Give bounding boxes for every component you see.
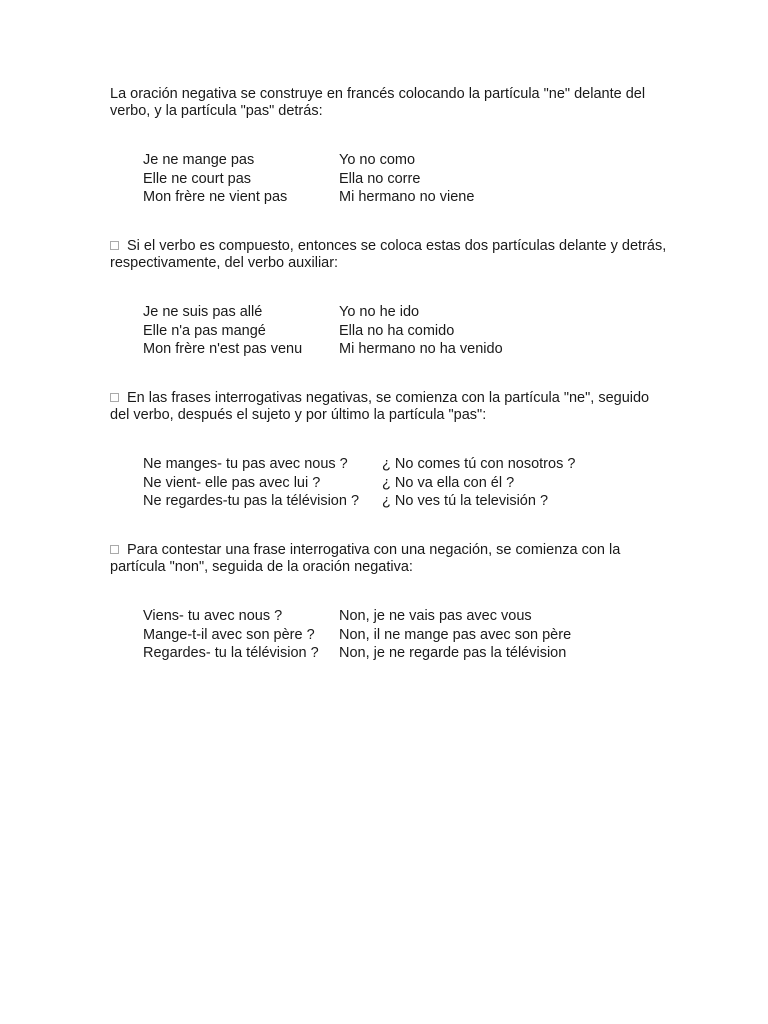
french-answer: Non, il ne mange pas avec son père	[339, 626, 572, 643]
french-example: Mon frère n'est pas venu	[143, 341, 303, 357]
table-row	[143, 644, 571, 663]
spanish-translation: Yo no como	[339, 152, 416, 168]
answer-paragraph	[110, 542, 670, 576]
spanish-translation: Mi hermano no viene	[339, 189, 475, 205]
table-row	[143, 340, 503, 359]
intro-paragraph: La oración negativa se construye en francés colocando la partícula "ne" delante del verbo, y la partícula "pas" detrás:	[110, 86, 646, 119]
table-row	[143, 188, 474, 207]
spanish-translation: Ella no ha comido	[339, 322, 455, 339]
french-example: Elle n'a pas mangé	[143, 322, 266, 339]
spanish-translation: ¿ No va ella con él ?	[382, 474, 515, 491]
table-row	[143, 151, 474, 170]
french-example: Je ne mange pas	[143, 152, 255, 168]
table-row	[143, 170, 474, 189]
french-example: Viens- tu avec nous ?	[143, 608, 283, 624]
spanish-translation: ¿ No comes tú con nosotros ?	[382, 456, 576, 472]
french-example: Mon frère ne vient pas	[143, 189, 288, 205]
answer-text: Para contestar una frase interrogativa con una negación, se comienza con la partícula "non", seguida de la oración negativa:	[110, 542, 621, 575]
compound-verb-text: Si el verbo es compuesto, entonces se coloca estas dos partículas delante y detrás, respectivamente, del verbo auxiliar:	[110, 238, 667, 271]
table-row	[143, 607, 571, 626]
bullet-box-icon	[110, 393, 119, 402]
table-row	[143, 455, 575, 474]
french-example: Elle ne court pas	[143, 170, 252, 187]
french-answer: Non, je ne vais pas avec vous	[339, 608, 532, 624]
french-example: Ne manges- tu pas avec nous ?	[143, 456, 348, 472]
spanish-translation: Ella no corre	[339, 170, 421, 187]
french-example: Ne vient- elle pas avec lui ?	[143, 474, 321, 491]
examples-table-interrogative	[143, 455, 575, 511]
table-row	[143, 303, 503, 322]
spanish-translation: ¿ No ves tú la televisión ?	[382, 493, 549, 509]
french-example: Mange-t-il avec son père ?	[143, 626, 315, 643]
french-example: Ne regardes-tu pas la télévision ?	[143, 493, 360, 509]
examples-table-answers	[143, 607, 571, 663]
spanish-translation: Mi hermano no ha venido	[339, 341, 503, 357]
bullet-box-icon	[110, 241, 119, 250]
examples-table-negation	[143, 151, 474, 207]
french-example: Je ne suis pas allé	[143, 304, 263, 320]
interrogative-text: En las frases interrogativas negativas, se comienza con la partícula "ne", seguido del verbo, después el sujeto y por último la partícula "pas":	[110, 390, 650, 423]
table-row	[143, 474, 575, 493]
interrogative-paragraph	[110, 390, 670, 424]
french-example: Regardes- tu la télévision ?	[143, 645, 319, 661]
spanish-translation: Yo no he ido	[339, 304, 420, 320]
table-row	[143, 492, 575, 511]
bullet-box-icon	[110, 545, 119, 554]
compound-verb-paragraph	[110, 238, 670, 272]
table-row	[143, 626, 571, 645]
examples-table-compound	[143, 303, 503, 359]
french-answer: Non, je ne regarde pas la télévision	[339, 645, 567, 661]
table-row	[143, 322, 503, 341]
